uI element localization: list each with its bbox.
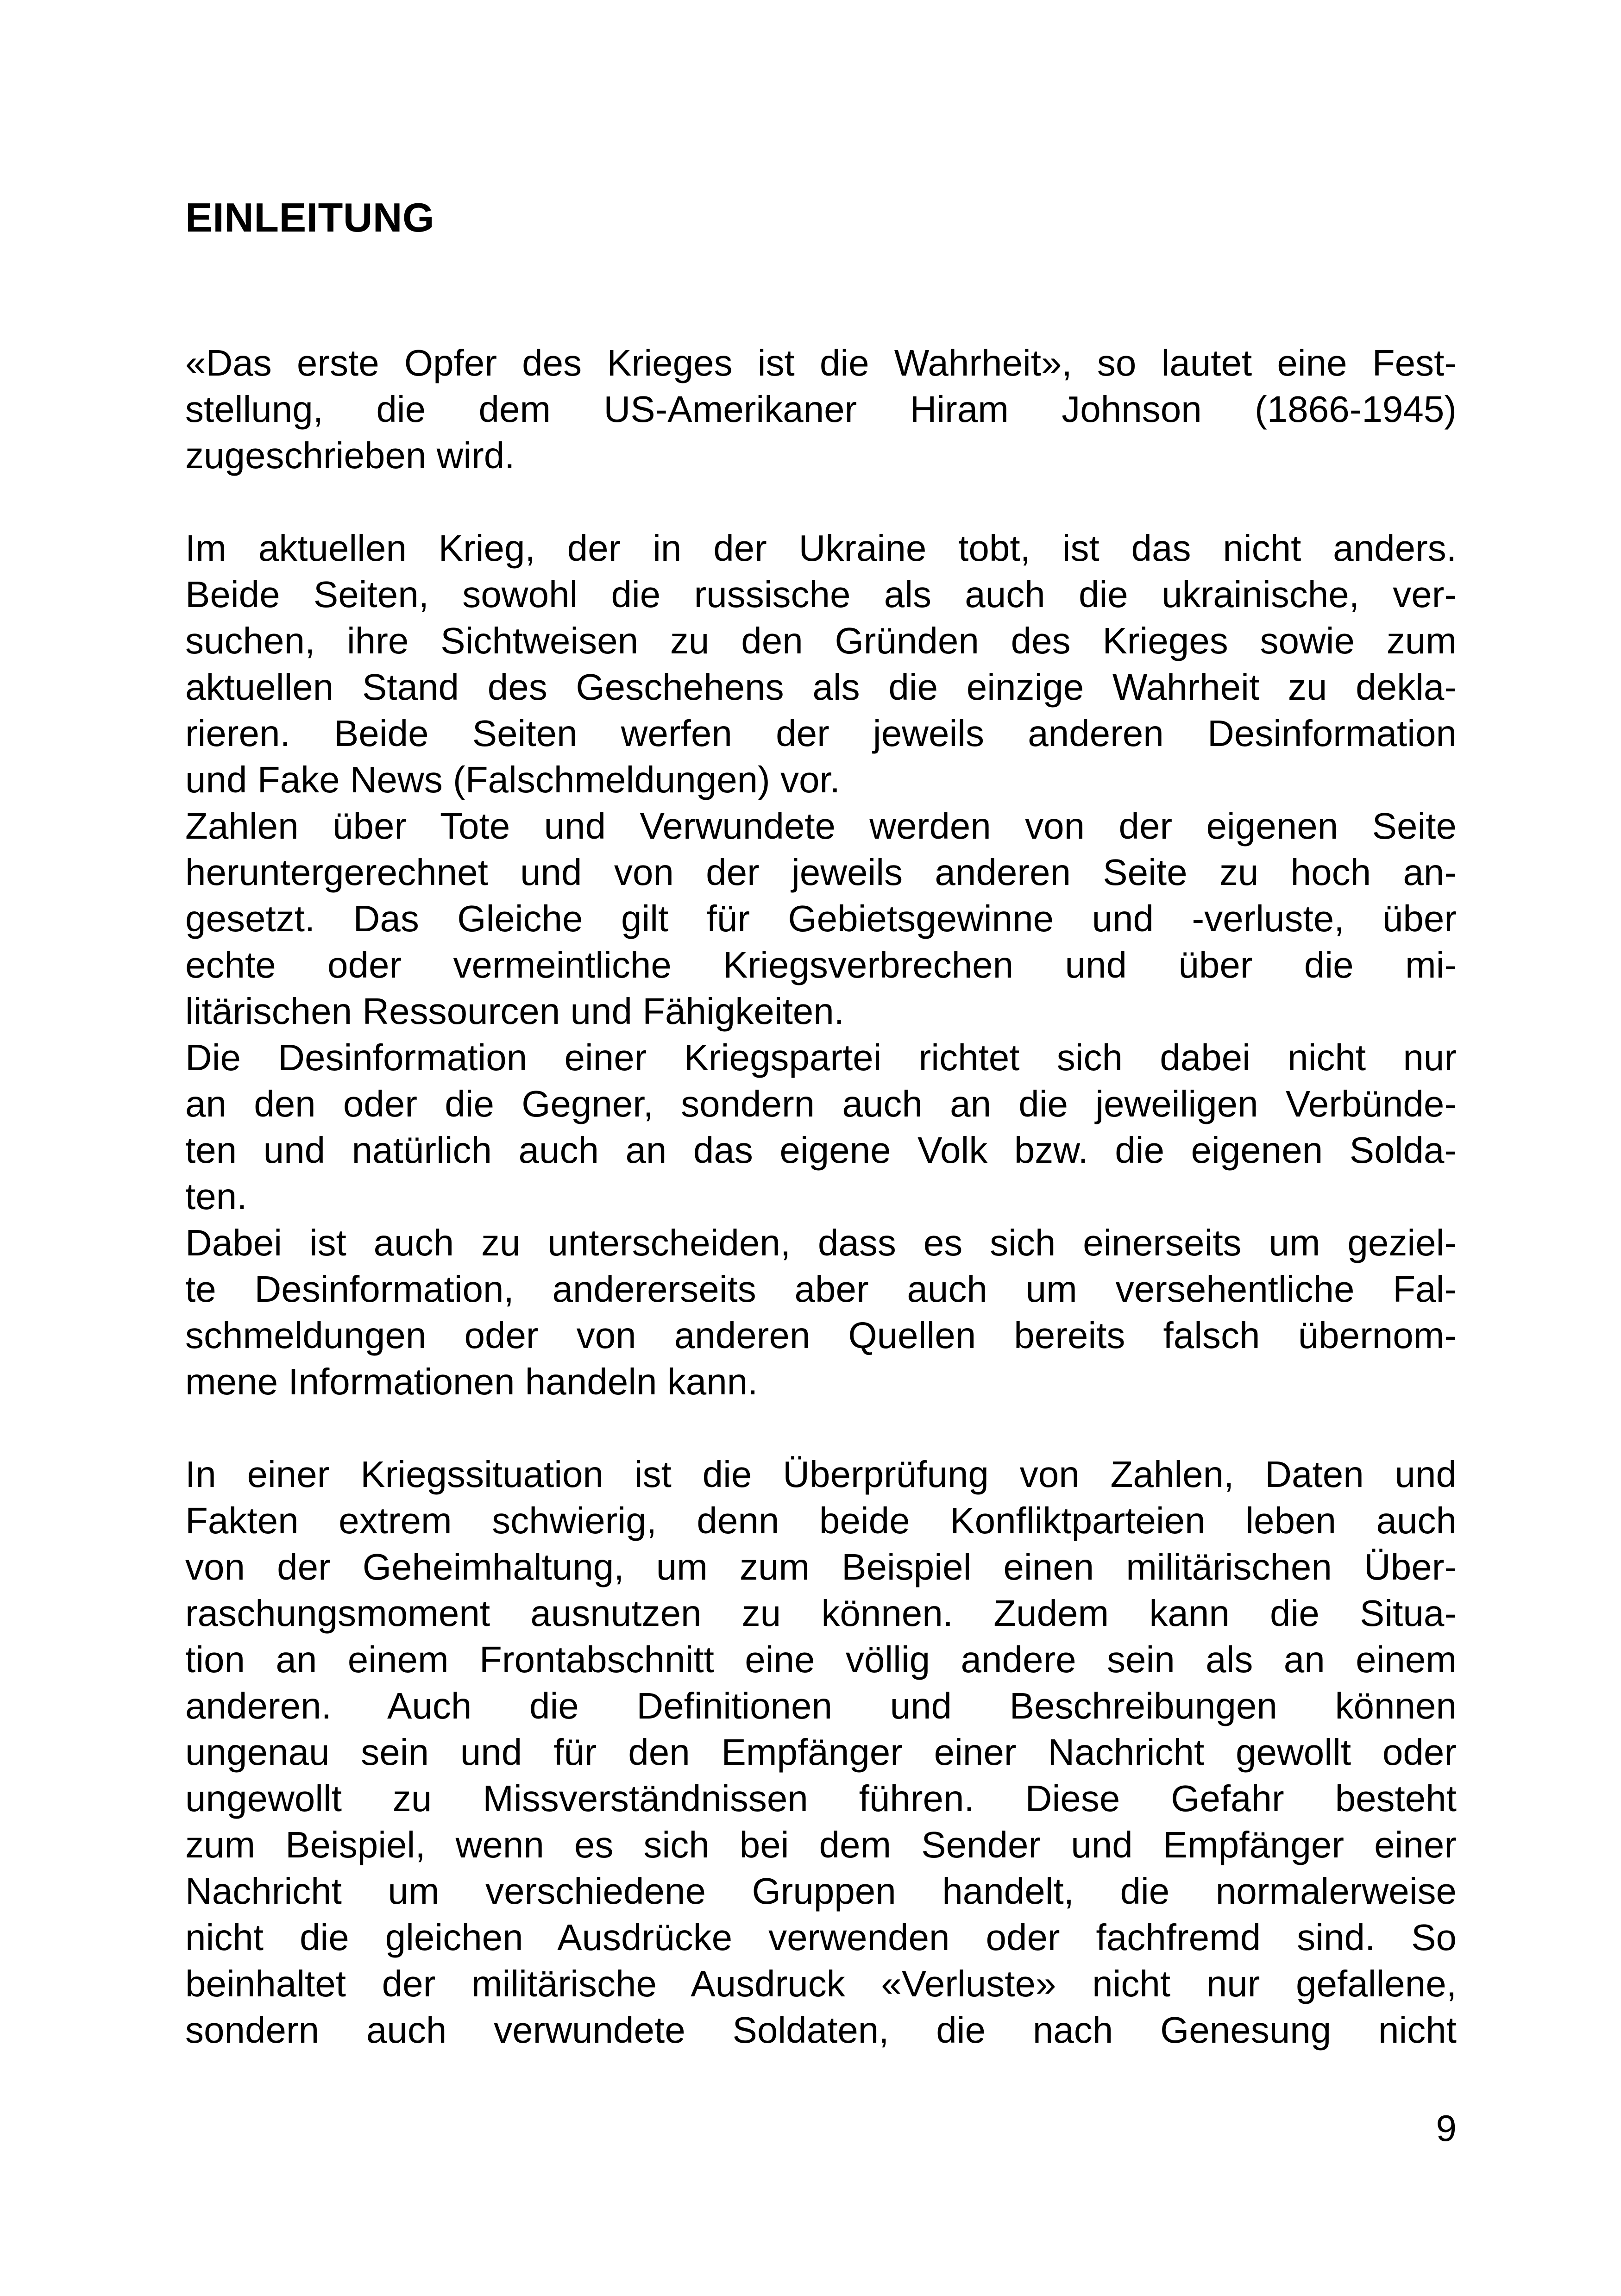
text-line: zum Beispiel, wenn es sich bei dem Sender und Empfänger einer — [185, 1824, 1457, 1865]
text-line: und Fake News (Falschmeldungen) vor. — [185, 759, 840, 800]
page-number: 9 — [1436, 2108, 1457, 2149]
text-line: stellung, die dem US-Amerikaner Hiram Johnson (1866-1945) — [185, 389, 1457, 430]
text-line: gesetzt. Das Gleiche gilt für Gebietsgewinne und -verluste, über — [185, 898, 1457, 939]
text-line: te Desinformation, andererseits aber auch um versehentliche Fal- — [185, 1268, 1457, 1310]
text-line: anderen. Auch die Definitionen und Beschreibungen können — [185, 1685, 1457, 1726]
text-line: schmeldungen oder von anderen Quellen bereits falsch übernom- — [185, 1315, 1457, 1356]
text-line: suchen, ihre Sichtweisen zu den Gründen des Krieges sowie zum — [185, 620, 1457, 661]
page-title: EINLEITUNG — [185, 194, 434, 240]
text-line: tion an einem Frontabschnitt eine völlig andere sein als an einem — [185, 1639, 1457, 1680]
text-line: mene Informationen handeln kann. — [185, 1361, 758, 1402]
text-line: sondern auch verwundete Soldaten, die nach Genesung nicht — [185, 2009, 1457, 2051]
text-line: litärischen Ressourcen und Fähigkeiten. — [185, 991, 845, 1032]
text-line: ten und natürlich auch an das eigene Volk bzw. die eigenen Solda- — [185, 1129, 1457, 1171]
text-line: ungenau sein und für den Empfänger einer Nachricht gewollt oder — [185, 1731, 1457, 1773]
text-line: nicht die gleichen Ausdrücke verwenden oder fachfremd sind. So — [185, 1917, 1457, 1958]
text-line: beinhaltet der militärische Ausdruck «Verluste» nicht nur gefallene, — [185, 1963, 1457, 2004]
text-line: Nachricht um verschiedene Gruppen handelt, die normalerweise — [185, 1870, 1457, 1912]
text-line: heruntergerechnet und von der jeweils anderen Seite zu hoch an- — [185, 852, 1457, 893]
text-line: an den oder die Gegner, sondern auch an die jeweiligen Verbünde- — [185, 1083, 1457, 1124]
text-line: «Das erste Opfer des Krieges ist die Wahrheit», so lautet eine Fest- — [185, 342, 1457, 383]
paragraph — [185, 1451, 1457, 2053]
text-line: Dabei ist auch zu unterscheiden, dass es sich einerseits um geziel- — [185, 1222, 1457, 1263]
text-line: Zahlen über Tote und Verwundete werden von der eigenen Seite — [185, 805, 1457, 847]
text-line: zugeschrieben wird. — [185, 435, 515, 476]
text-line: von der Geheimhaltung, um zum Beispiel einen militärischen Über- — [185, 1546, 1457, 1587]
text-line: aktuellen Stand des Geschehens als die einzige Wahrheit zu dekla- — [185, 666, 1457, 708]
paragraph — [185, 525, 1457, 1405]
text-line: echte oder vermeintliche Kriegsverbrechen und über die mi- — [185, 944, 1457, 985]
text-line: rieren. Beide Seiten werfen der jeweils anderen Desinformation — [185, 713, 1457, 754]
text-line: Die Desinformation einer Kriegspartei richtet sich dabei nicht nur — [185, 1037, 1457, 1078]
paragraph — [185, 340, 1457, 479]
text-line: Beide Seiten, sowohl die russische als auch die ukrainische, ver- — [185, 574, 1457, 615]
text-line: Fakten extrem schwierig, denn beide Konfliktparteien leben auch — [185, 1500, 1457, 1541]
text-line: ungewollt zu Missverständnissen führen. Diese Gefahr besteht — [185, 1778, 1457, 1819]
text-line: Im aktuellen Krieg, der in der Ukraine tobt, ist das nicht anders. — [185, 527, 1457, 569]
text-line: raschungsmoment ausnutzen zu können. Zudem kann die Situa- — [185, 1593, 1457, 1634]
text-line: ten. — [185, 1176, 247, 1217]
body-text — [185, 340, 1457, 2053]
text-line: In einer Kriegssituation ist die Überprüfung von Zahlen, Daten und — [185, 1454, 1457, 1495]
